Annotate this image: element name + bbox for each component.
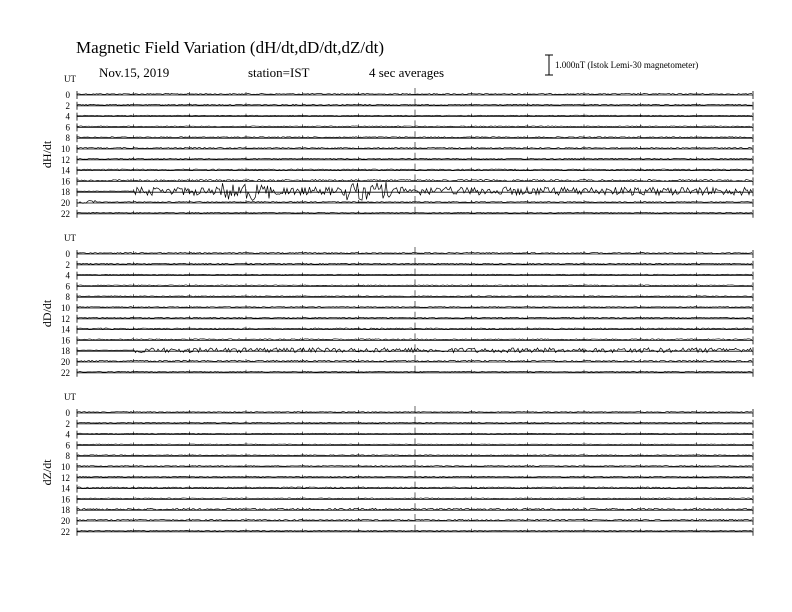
hour-label: 4 (65, 429, 70, 440)
hour-label: 2 (65, 100, 70, 111)
hour-label: 14 (61, 483, 70, 494)
hour-label: 2 (65, 259, 70, 270)
ut-label: UT (64, 392, 76, 402)
hour-label: 16 (61, 335, 70, 346)
chart-title: Magnetic Field Variation (dH/dt,dD/dt,dZ/dt) (76, 38, 385, 57)
hour-label: 4 (65, 111, 70, 122)
scale-bar-label: 1.000nT (Istok Lemi-30 magnetometer) (555, 60, 699, 70)
panel-ylabel-0: dH/dt (40, 140, 54, 169)
panel-ylabel-2: dZ/dt (40, 459, 54, 486)
hour-label: 6 (65, 440, 70, 451)
averaging-label: 4 sec averages (369, 65, 445, 80)
hour-label: 16 (61, 494, 70, 505)
hour-label: 2 (65, 418, 70, 429)
hour-label: 22 (61, 367, 70, 378)
hour-label: 0 (65, 249, 70, 259)
hour-label: 6 (65, 122, 70, 133)
date-label: Nov.15, 2019 (99, 65, 170, 80)
hour-label: 14 (61, 165, 70, 176)
hour-label: 8 (65, 292, 70, 303)
hour-label: 12 (61, 472, 70, 483)
hour-label: 16 (61, 176, 70, 187)
hour-label: 18 (61, 505, 70, 516)
hour-label: 10 (61, 462, 70, 472)
hour-label: 20 (61, 357, 70, 367)
hour-label: 12 (61, 313, 70, 324)
hour-label: 14 (61, 324, 70, 335)
hour-label: 4 (65, 270, 70, 281)
hour-label: 0 (65, 90, 70, 100)
panel-ylabel-1: dD/dt (40, 299, 54, 328)
hour-label: 8 (65, 133, 70, 144)
hour-label: 18 (61, 346, 70, 357)
hour-label: 18 (61, 187, 70, 198)
hour-label: 6 (65, 281, 70, 292)
hour-label: 10 (61, 144, 70, 154)
hour-label: 12 (61, 154, 70, 165)
ut-label: UT (64, 74, 76, 84)
hour-label: 22 (61, 208, 70, 219)
trace-line (77, 348, 752, 353)
hour-label: 8 (65, 451, 70, 462)
hour-label: 10 (61, 303, 70, 313)
hour-label: 20 (61, 198, 70, 208)
station-label: station=IST (248, 65, 310, 80)
hour-label: 22 (61, 526, 70, 537)
ut-label: UT (64, 233, 76, 243)
hour-label: 20 (61, 516, 70, 526)
trace-line (77, 182, 752, 200)
hour-label: 0 (65, 408, 70, 418)
